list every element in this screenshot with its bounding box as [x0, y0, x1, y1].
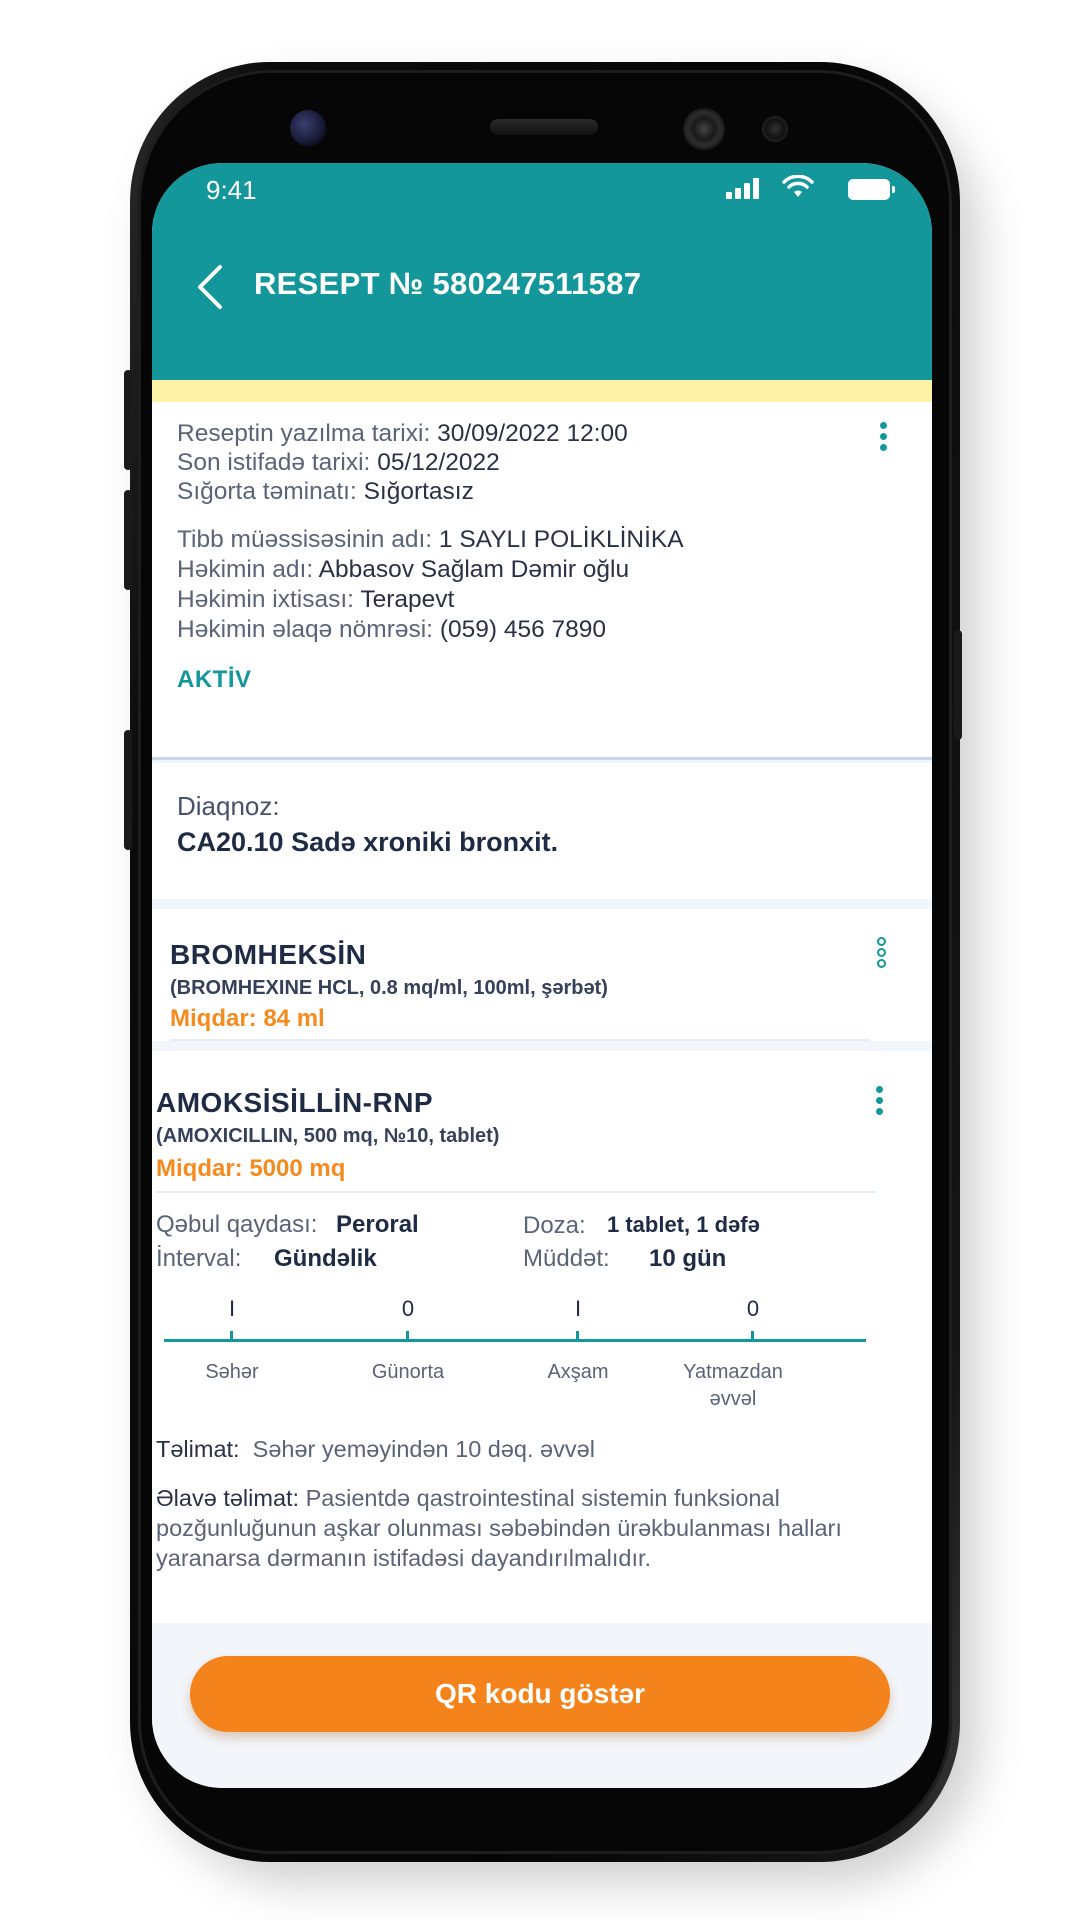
schedule-label-morning: Səhər: [205, 1361, 259, 1383]
medicine-quantity: Miqdar: 84 ml: [170, 1005, 325, 1032]
medicine-name: AMOKSİSİLLİN-RNP: [156, 1087, 434, 1118]
earpiece-speaker: [490, 119, 598, 135]
medicine-quantity: Miqdar: 5000 mq: [156, 1155, 346, 1182]
interval-value: Gündəlik: [274, 1245, 377, 1272]
more-vertical-icon[interactable]: [878, 422, 888, 458]
highlight-strip: [152, 380, 932, 402]
duration-label: Müddət:: [523, 1245, 610, 1272]
schedule-count-bedtime: 0: [746, 1296, 760, 1321]
medicine-card[interactable]: [152, 1051, 932, 1626]
power-button: [954, 630, 962, 740]
volume-up-button: [124, 370, 132, 470]
status-time: 9:41: [206, 175, 257, 205]
diagnosis-label: Diaqnoz:: [177, 791, 280, 821]
additional-instruction: Əlavə təlimat: Pasientdə qastrointestinal sistemin funksional pozğunluğunun aşkar olunması səbəbindən ürəkbulanması halları yaranarsa dərmanın istifadəsi dayandırılmalıdır.: [156, 1485, 842, 1571]
divider: [156, 1191, 876, 1193]
schedule-count-noon: 0: [401, 1296, 415, 1321]
bixby-button: [124, 730, 132, 850]
doctor-specialty: Həkimin ixtisası: Terapevt: [177, 586, 455, 613]
show-qr-code-button[interactable]: QR kodu göstər: [190, 1656, 890, 1732]
schedule-timeline: [164, 1339, 866, 1342]
divider: [170, 1039, 870, 1041]
iris-sensor: [762, 116, 788, 142]
wifi-icon: [782, 175, 814, 199]
timeline-tick: [406, 1331, 409, 1342]
duration-value: 10 gün: [649, 1245, 727, 1272]
more-vertical-icon[interactable]: [875, 937, 885, 973]
dose-value: 1 tablet, 1 dəfə: [607, 1212, 760, 1237]
proximity-sensor: [290, 110, 326, 146]
status-badge: AKTİV: [177, 666, 252, 693]
battery-icon: [848, 179, 890, 200]
page-title: RESEPT № 580247511587: [254, 266, 642, 301]
medicine-description: (BROMHEXINE HCL, 0.8 mq/ml, 100ml, şərbət): [170, 977, 608, 999]
expiry-date: Son istifadə tarixi: 05/12/2022: [177, 449, 500, 476]
volume-down-button: [124, 490, 132, 590]
schedule-label-noon: Günorta: [371, 1361, 445, 1383]
doctor-phone: Həkimin əlaqə nömrəsi: (059) 456 7890: [177, 616, 607, 643]
app-screen: [152, 163, 932, 1788]
prescription-info-card: [152, 402, 932, 760]
timeline-tick: [751, 1331, 754, 1342]
insurance-coverage: Sığorta təminatı: Sığortasız: [177, 478, 474, 505]
route-label: Qəbul qaydası:: [156, 1211, 318, 1238]
diagnosis-value: CA20.10 Sadə xroniki bronxit.: [177, 827, 559, 857]
schedule-label-evening: Axşam: [547, 1361, 609, 1383]
schedule-count-morning: I: [228, 1296, 236, 1321]
app-header: [152, 163, 932, 380]
back-chevron-icon[interactable]: [192, 263, 228, 311]
more-vertical-icon[interactable]: [874, 1086, 884, 1122]
issue-date: Reseptin yazılma tarixi: 30/09/2022 12:00: [177, 420, 628, 447]
dose-label: Doza:: [523, 1212, 586, 1239]
interval-label: İnterval:: [156, 1245, 242, 1272]
schedule-label-bedtime: Yatmazdan əvvəl: [683, 1361, 783, 1410]
medicine-name: BROMHEKSİN: [170, 939, 367, 970]
route-value: Peroral: [336, 1211, 419, 1238]
status-icons: [722, 177, 892, 201]
schedule-count-evening: I: [574, 1296, 582, 1321]
medicine-description: (AMOXICILLIN, 500 mq, №10, tablet): [156, 1125, 500, 1147]
signal-icon: [726, 177, 762, 199]
timeline-tick: [230, 1331, 233, 1342]
doctor-name: Həkimin adı: Abbasov Sağlam Dəmir oğlu: [177, 556, 630, 583]
facility-name: Tibb müəssisəsinin adı: 1 SAYLI POLİKLİNİKA: [177, 526, 684, 553]
instruction: Təlimat: Səhər yeməyindən 10 dəq. əvvəl: [156, 1436, 595, 1462]
medicine-card[interactable]: [152, 909, 932, 1041]
front-camera: [683, 108, 725, 150]
timeline-tick: [576, 1331, 579, 1342]
diagnosis-card: [152, 763, 932, 899]
